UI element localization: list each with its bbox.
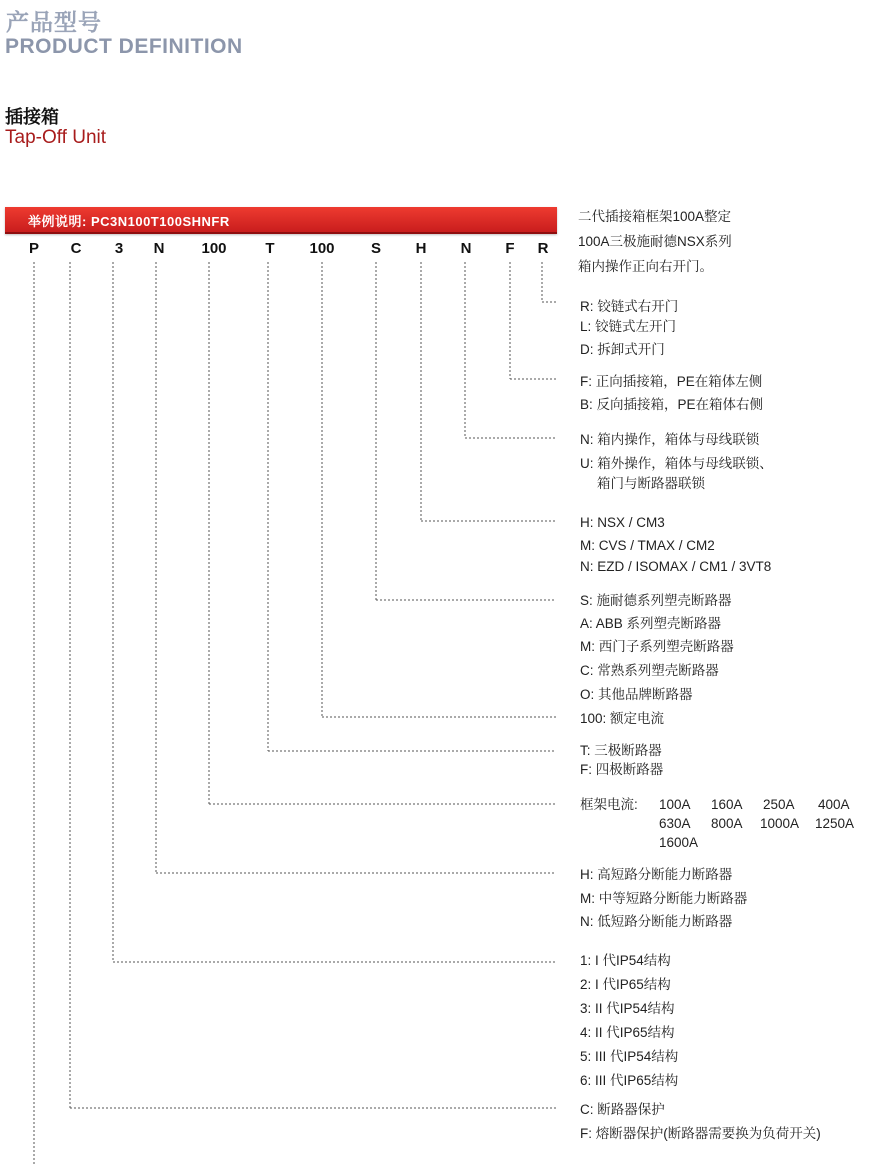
frame-value: 800A [711,816,743,831]
door-option: L: 铰链式左开门 [580,319,677,334]
code-letter: N [460,240,472,257]
breaking-option: H: 高短路分断能力断路器 [580,867,733,882]
protection-option: F: 熔断器保护(断路器需要换为负荷开关) [580,1126,821,1141]
example-label: 举例说明: PC3N100T100SHNFR [28,214,230,229]
code-letter: S [370,240,382,257]
code-letter: 100 [201,240,227,257]
operation-option-cont: 箱门与断路器联锁 [597,476,705,491]
frame-value: 250A [763,797,795,812]
poles-option: F: 四极断路器 [580,762,664,777]
door-option: R: 铰链式右开门 [580,299,679,314]
series-option: N: EZD / ISOMAX / CM1 / 3VT8 [580,559,772,574]
generation-option: 1: I 代IP54结构 [580,953,671,968]
code-letter: T [265,240,275,257]
generation-option: 5: III 代IP54结构 [580,1049,679,1064]
brand-option: A: ABB 系列塑壳断路器 [580,616,722,631]
code-letter: R [537,240,549,257]
page-title-en: PRODUCT DEFINITION [5,35,243,58]
breaking-option: N: 低短路分断能力断路器 [580,914,733,929]
summary-line: 箱内操作正向右开门。 [578,259,713,274]
rated-current: 100: 额定电流 [580,711,665,726]
door-option: D: 拆卸式开门 [580,342,665,357]
code-letter: F [505,240,515,257]
code-letter: N [153,240,165,257]
breaking-option: M: 中等短路分断能力断路器 [580,891,748,906]
operation-option: U: 箱外操作，箱体与母线联锁、 [580,456,773,471]
series-option: M: CVS / TMAX / CM2 [580,538,715,553]
brand-option: S: 施耐德系列塑壳断路器 [580,593,732,608]
frame-value: 1250A [815,816,855,831]
frame-value: 400A [818,797,850,812]
summary-line: 二代插接箱框架100A整定 [578,209,732,224]
frame-value: 1000A [760,816,800,831]
summary-line: 100A三极施耐德NSX系列 [578,234,732,249]
brand-option: C: 常熟系列塑壳断路器 [580,663,719,678]
code-letter: C [70,240,82,257]
code-letter: H [415,240,427,257]
poles-option: T: 三极断路器 [580,743,662,758]
code-letter: P [28,240,40,257]
direction-option: B: 反向插接箱，PE在箱体右侧 [580,397,764,412]
brand-option: O: 其他品牌断路器 [580,687,693,702]
section-title-cn: 插接箱 [5,107,59,127]
generation-option: 6: III 代IP65结构 [580,1073,679,1088]
series-option: H: NSX / CM3 [580,515,665,530]
direction-option: F: 正向插接箱，PE在箱体左侧 [580,374,763,389]
frame-value: 160A [711,797,743,812]
operation-option: N: 箱内操作，箱体与母线联锁 [580,432,760,447]
frame-current-label: 框架电流: [580,797,638,812]
frame-value: 1600A [659,835,699,850]
protection-option: C: 断路器保护 [580,1102,665,1117]
generation-option: 2: I 代IP65结构 [580,977,671,992]
section-title-en: Tap-Off Unit [5,127,107,148]
frame-value: 630A [659,816,691,831]
code-letter: 100 [309,240,335,257]
frame-value: 100A [659,797,691,812]
generation-option: 3: II 代IP54结构 [580,1001,675,1016]
brand-option: M: 西门子系列塑壳断路器 [580,639,734,654]
page-title-cn: 产品型号 [6,9,102,35]
generation-option: 4: II 代IP65结构 [580,1025,675,1040]
code-letter: 3 [114,240,124,257]
